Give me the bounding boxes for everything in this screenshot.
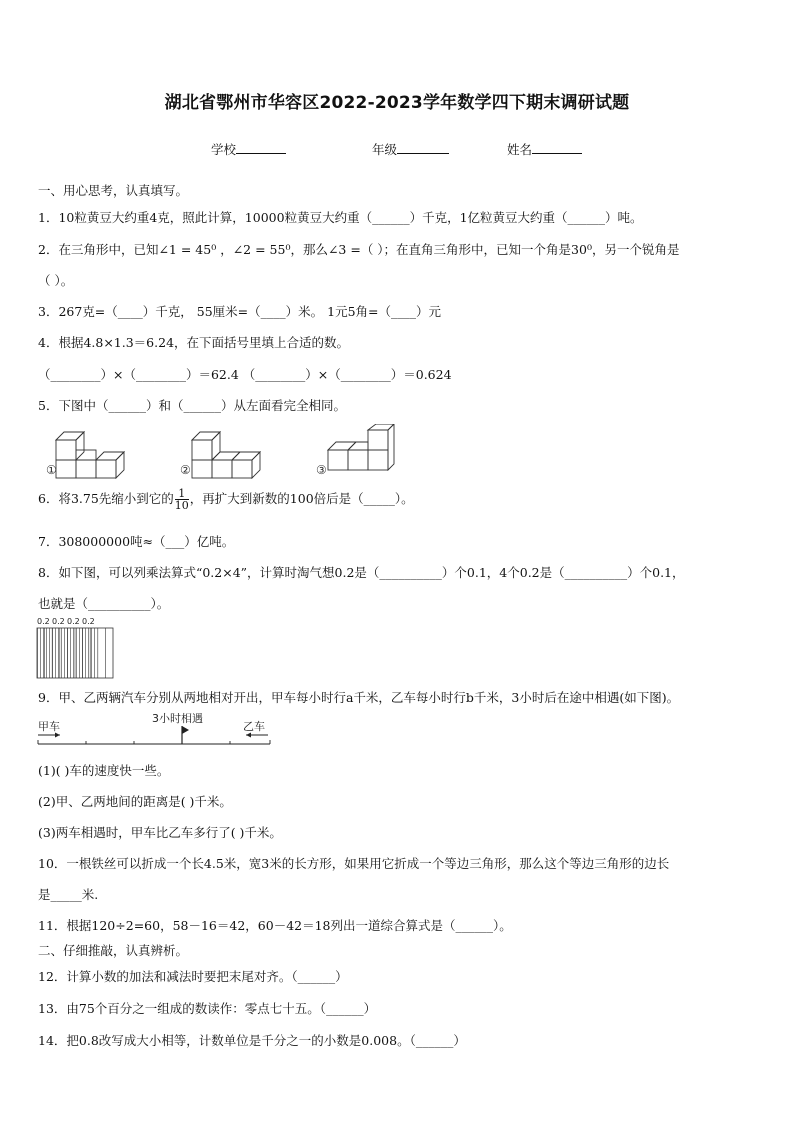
cube-group-3 (328, 424, 394, 470)
question-3: 3．267克=（____）千克， 55厘米=（____）米。 1元5角=（____）元 (38, 304, 441, 319)
question-2-line-2: （ ）。 (38, 273, 74, 288)
question-8-line-2: 也就是（__________）。 (38, 596, 170, 611)
cube-group-1 (56, 432, 124, 478)
q6-text-post: ，再扩大到新数的100倍后是（_____）。 (189, 491, 414, 506)
question-9: 9．甲、乙两辆汽车分别从两地相对开出，甲车每小时行a千米，乙车每小时行b千米，3小时后在途中相遇(如下图)。 (38, 690, 680, 705)
q5-label-2: ② (180, 463, 191, 477)
q6-text-pre: 6．将3.75先缩小到它的 (38, 491, 174, 506)
q5-label-1: ① (46, 463, 57, 477)
question-4-line-2: （________）×（________）＝62.4 （________）×（________）＝0.624 (38, 367, 452, 382)
name-field[interactable] (507, 140, 582, 158)
name-label: 姓名 (507, 142, 533, 157)
q8-shaded-area (37, 628, 95, 678)
q5-label-3: ③ (316, 463, 327, 477)
q8-label-3: 0.2 (67, 617, 80, 626)
q9-meeting-figure (36, 710, 276, 752)
question-4-line-1: 4．根据4.8×1.3＝6.24，在下面括号里填上合适的数。 (38, 335, 350, 350)
q9-car-b-label: 乙车 (243, 720, 265, 733)
q8-label-4: 0.2 (82, 617, 95, 626)
question-1: 1．10粒黄豆大约重4克，照此计算，10000粒黄豆大约重（______）千克，1亿粒黄豆大约重（______）吨。 (38, 210, 643, 225)
q8-label-2: 0.2 (52, 617, 65, 626)
q5-cube-figures (36, 424, 396, 480)
grade-field[interactable] (372, 140, 449, 158)
question-9-part-2: (2)甲、乙两地间的距离是( )千米。 (38, 794, 232, 809)
question-6 (38, 488, 414, 511)
grade-blank[interactable] (397, 141, 449, 154)
question-9-part-3: (3)两车相遇时，甲车比乙车多行了( )千米。 (38, 825, 282, 840)
question-14: 14．把0.8改写成大小相等，计数单位是千分之一的小数是0.008。（______） (38, 1033, 466, 1048)
q8-strip-figure (36, 614, 118, 680)
q6-fraction (175, 488, 189, 511)
name-blank[interactable] (532, 141, 582, 154)
question-10-line-1: 10．一根铁丝可以折成一个长4.5米，宽3米的长方形，如果用它折成一个等边三角形，那么这个等边三角形的边长 (38, 856, 670, 871)
question-11: 11．根据120÷2=60，58－16＝42，60－42＝18列出一道综合算式是（______）。 (38, 918, 512, 933)
question-2-line-1: 2．在三角形中，已知∠1 = 45⁰ ，∠2 = 55⁰，那么∠3 =（ ）；在直角三角形中，已知一个角是30⁰，另一个锐角是 (38, 242, 680, 257)
q6-denominator: 10 (174, 499, 189, 512)
q6-numerator: 1 (175, 488, 189, 500)
q9-car-a-label: 甲车 (38, 720, 60, 733)
q8-label-1: 0.2 (37, 617, 50, 626)
question-12: 12．计算小数的加法和减法时要把末尾对齐。（______） (38, 969, 348, 984)
section-1-heading: 一、用心思考，认真填写。 (38, 183, 189, 198)
section-2-heading: 二、仔细推敲，认真辨析。 (38, 943, 189, 958)
question-5: 5．下图中（______）和（______）从左面看完全相同。 (38, 398, 346, 413)
question-13: 13．由75个百分之一组成的数读作：零点七十五。（______） (38, 1001, 377, 1016)
school-blank[interactable] (236, 141, 286, 154)
q9-flag (182, 726, 189, 734)
question-7: 7．308000000吨≈（___）亿吨。 (38, 534, 235, 549)
q9-meet-label: 3小时相遇 (152, 712, 203, 725)
school-field[interactable] (211, 140, 286, 158)
cube-group-2 (192, 432, 260, 478)
page-title: 湖北省鄂州市华容区2022-2023学年数学四下期末调研试题 (164, 93, 630, 113)
grade-label: 年级 (372, 142, 398, 157)
question-8-line-1: 8．如下图，可以列乘法算式“0.2×4”，计算时淘气想0.2是（__________）个0.1，4个0.2是（__________）个0.1， (38, 565, 685, 580)
school-label: 学校 (211, 142, 237, 157)
question-10-line-2: 是_____米. (38, 887, 99, 902)
question-9-part-1: (1)( )车的速度快一些。 (38, 763, 170, 778)
